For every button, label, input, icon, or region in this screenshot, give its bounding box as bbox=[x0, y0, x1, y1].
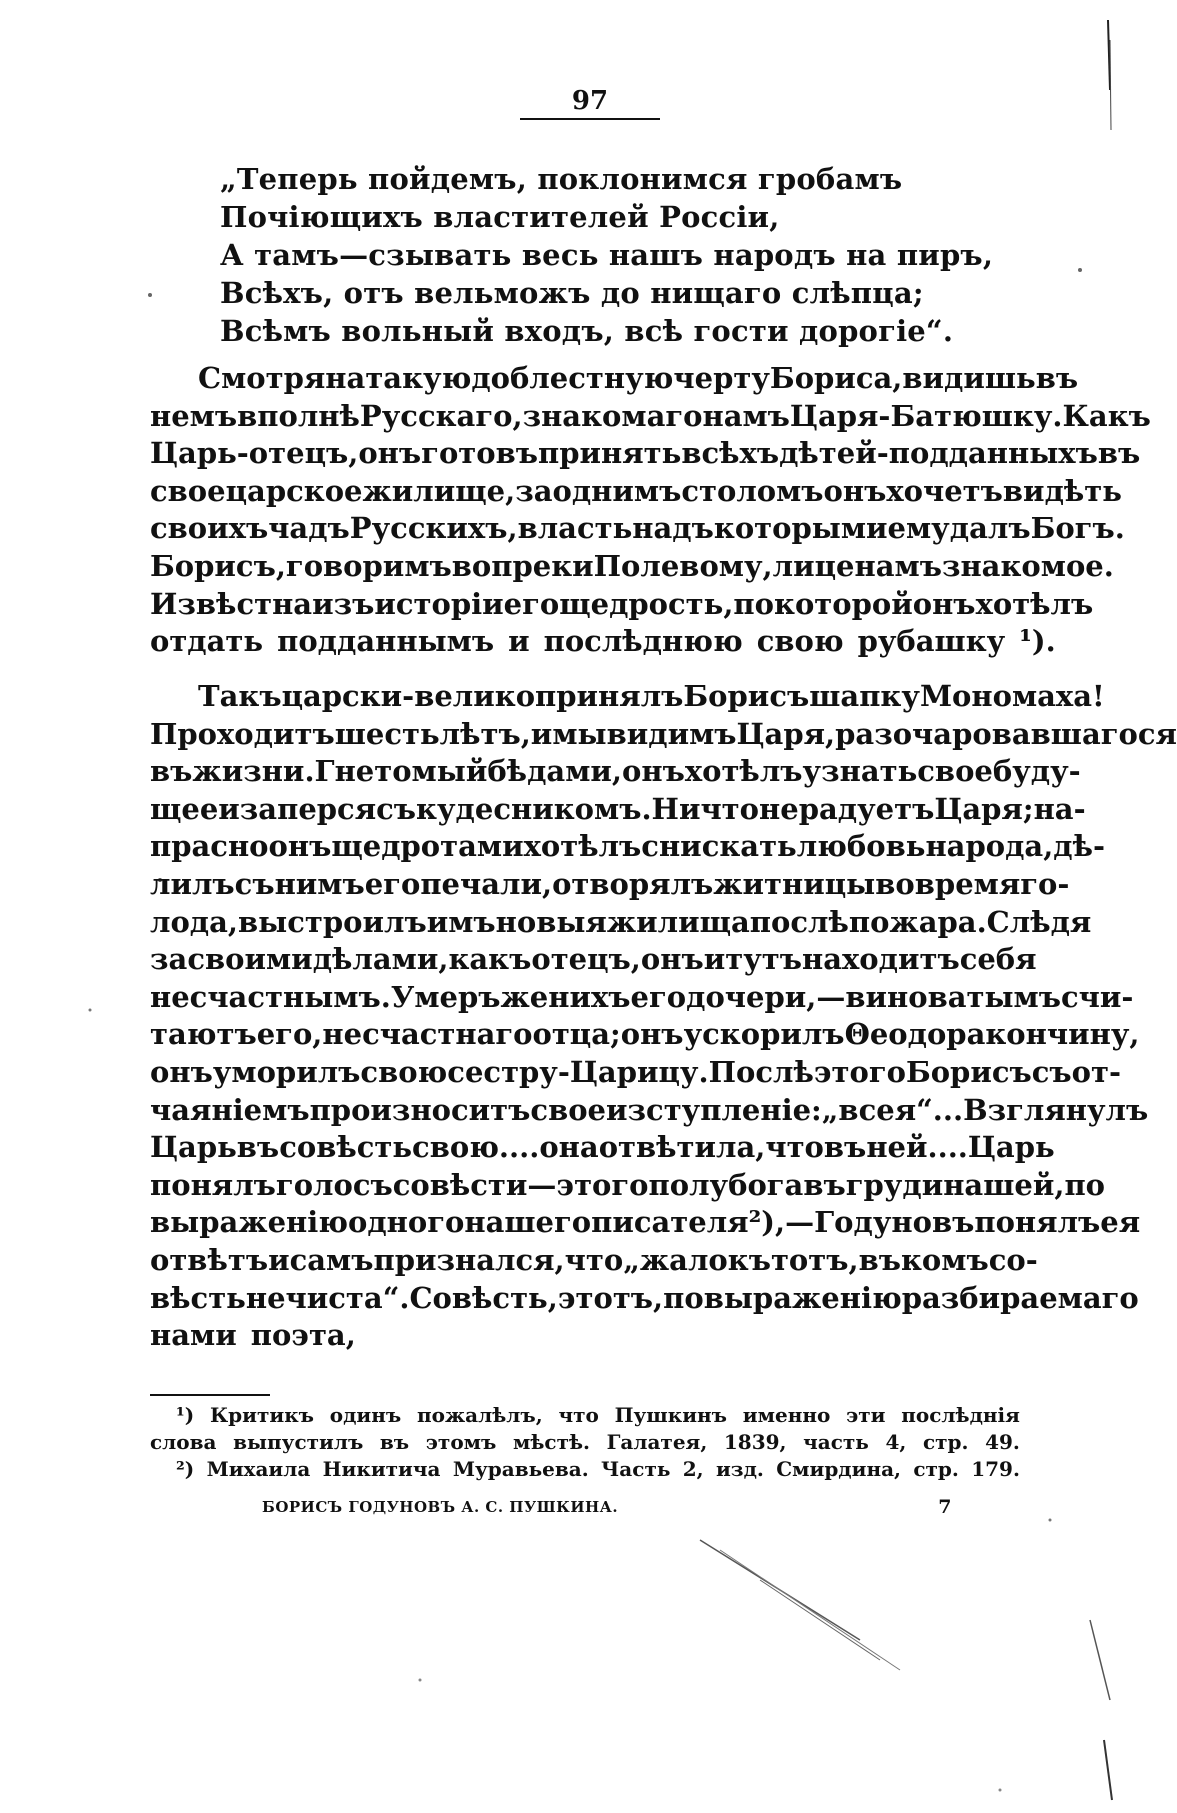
footnote-line: слова выпустилъ въ этомъ мѣстѣ. Галатея, 1839, часть 4, стр. 49. bbox=[150, 1430, 1020, 1454]
scan-speck bbox=[999, 1789, 1002, 1792]
poem-quote bbox=[220, 160, 1020, 350]
text-line: Извѣстна изъ исторіи его щедрость, по которой онъ хотѣлъ bbox=[150, 586, 1094, 621]
text-line: онъ уморилъ свою сестру-Царицу. Послѣ этого Борисъ съ от- bbox=[150, 1054, 1122, 1089]
text-line: за своими дѣлами, какъ отецъ, онъ и тутъ находитъ себя bbox=[150, 942, 1037, 977]
text-line: отдать подданнымъ и послѣднюю свою рубашку ¹). bbox=[150, 624, 1056, 659]
text-line: понялъ голосъ совѣсти — этого полубога въ груди нашей, по bbox=[150, 1167, 1106, 1202]
text-line: Царь-отецъ, онъ готовъ принять всѣхъ дѣтей-подданныхъ въ bbox=[150, 436, 1141, 471]
text-line: Борисъ, говоримъ вопреки Полевому, лице намъ знакомое. bbox=[150, 548, 1114, 583]
text-line: Такъ царски-велико принялъ Борисъ шапку Мономаха! bbox=[198, 679, 1105, 713]
paragraph-1 bbox=[150, 360, 1151, 661]
text-line: своихъ чадъ Русскихъ, власть надъ которыми ему далъ Богъ. bbox=[150, 511, 1125, 546]
scan-speck bbox=[1078, 268, 1082, 272]
signature-number: 7 bbox=[938, 1496, 952, 1518]
scan-streak bbox=[760, 1580, 880, 1660]
scan-edge-mark bbox=[1104, 1740, 1112, 1800]
page-number-rule bbox=[520, 118, 660, 120]
text-line: чаяніемъ произноситъ свое изступленіе: „все я“... Взглянулъ bbox=[150, 1092, 1149, 1127]
text-line: Царь въ совѣсть свою.... она отвѣтила, что въ ней.... Царь bbox=[150, 1130, 1055, 1165]
scan-speck bbox=[419, 1679, 422, 1682]
paragraph-2 bbox=[150, 678, 1177, 1355]
text-line: немъ вполнѣ Русскаго, знакомаго намъ Царя-Батюшку. Какъ bbox=[150, 398, 1151, 433]
footnote-line: ²) Михаила Никитича Муравьева. Часть 2, изд. Смирдина, стр. 179. bbox=[176, 1457, 1020, 1481]
footnote-line: ¹) Критикъ одинъ пожалѣлъ, что Пушкинъ именно эти послѣднія bbox=[176, 1403, 1020, 1427]
text-line: таютъ его, несчастнаго отца; онъ ускорилъ Θеодора кончину, bbox=[150, 1017, 1140, 1052]
scan-speck bbox=[148, 293, 152, 297]
text-line: лода, выстроилъ имъ новыя жилища послѣ пожара. Слѣдя bbox=[150, 904, 1092, 939]
scan-streak bbox=[720, 1550, 900, 1670]
signature-title: БОРИСЪ ГОДУНОВЪ А. С. ПУШКИНА. bbox=[262, 1498, 619, 1516]
scan-streak bbox=[1090, 1620, 1110, 1700]
footnotes bbox=[150, 1402, 1020, 1483]
text-line: въ жизни. Гнетомый бѣдами, онъ хотѣлъ узнать свое буду- bbox=[150, 754, 1081, 789]
text-line: лилъ съ нимъ его печали, отворялъ житницы во время го- bbox=[150, 866, 1070, 901]
text-line: прасно онъ щедротами хотѣлъ снискать любовь народа, дѣ- bbox=[150, 829, 1106, 864]
poem-line: Всѣхъ, отъ вельможъ до нищаго слѣпца; bbox=[220, 276, 924, 310]
poem-line: А тамъ—сзывать весь нашъ народъ на пиръ, bbox=[220, 238, 994, 272]
text-line: вѣсть нечиста“. Совѣсть, этотъ, по выраженію разбираемаго bbox=[150, 1280, 1139, 1315]
poem-line: Всѣмъ вольный входъ, всѣ гости дорогіе“. bbox=[220, 314, 954, 348]
text-line: Проходитъ шесть лѣтъ, и мы видимъ Царя, разочаровавшагося bbox=[150, 716, 1177, 751]
poem-line: Почіющихъ властителей Россіи, bbox=[220, 200, 780, 234]
footnote-rule bbox=[150, 1394, 270, 1396]
text-line: отвѣтъ и самъ признался, что „жалокъ тотъ, въ комъ со- bbox=[150, 1242, 1038, 1277]
poem-line: „Теперь пойдемъ, поклонимся гробамъ bbox=[220, 162, 903, 196]
text-line: щее и заперся съ кудесникомъ. Ничто не радуетъ Царя; на- bbox=[150, 791, 1086, 826]
text-line: нами поэта, bbox=[150, 1318, 356, 1353]
scan-speck bbox=[89, 1009, 92, 1012]
text-line: выраженію одного нашего писателя ²),—Годуновъ понялъ ея bbox=[150, 1205, 1141, 1240]
text-line: несчастнымъ. Умеръ женихъ его дочери, — виноватымъ счи- bbox=[150, 979, 1134, 1014]
printer-signature bbox=[262, 1496, 952, 1518]
scan-speck bbox=[1049, 1519, 1052, 1522]
text-line: свое царское жилище, за однимъ столомъ онъ хочетъ видѣть bbox=[150, 473, 1122, 508]
text-line: Смотря на такую доблестную черту Бориса, видишь въ bbox=[198, 361, 1079, 395]
scan-edge-mark bbox=[1110, 40, 1111, 130]
page-number: 97 bbox=[571, 86, 609, 116]
